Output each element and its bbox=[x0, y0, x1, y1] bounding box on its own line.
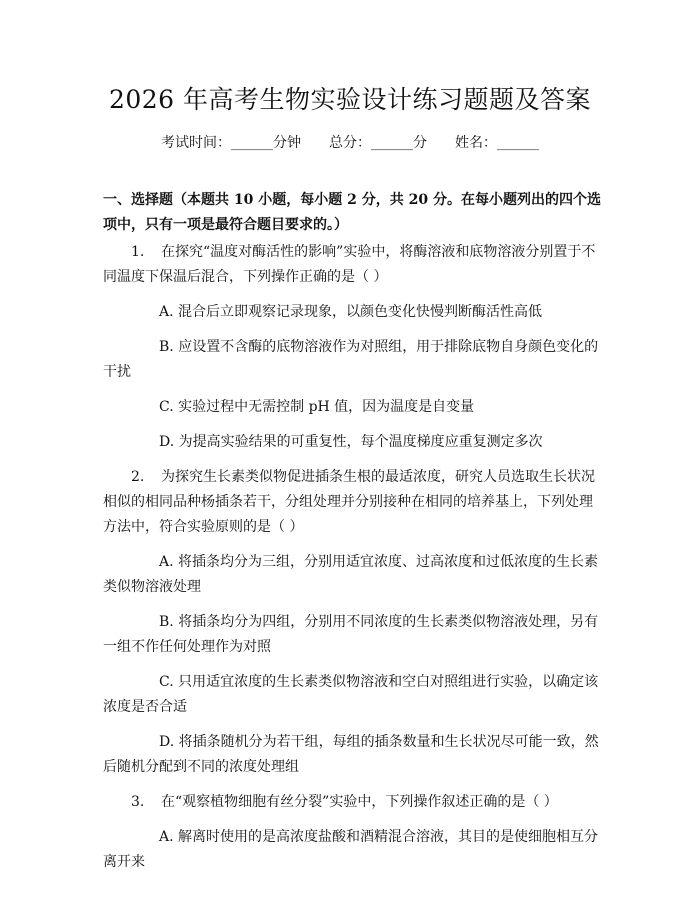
question-2-option-a: A. 将插条均分为三组，分别用适宜浓度、过高浓度和过低浓度的生长素类似物溶液处理 bbox=[103, 554, 599, 595]
question-2 bbox=[103, 465, 603, 540]
question-number: 1. bbox=[131, 244, 145, 260]
question-2-option-c: C. 只用适宜浓度的生长素类似物溶液和空白对照组进行实验，以确定该浓度是否合适 bbox=[103, 674, 599, 715]
question-3-option-a: A. 解离时使用的是高浓度盐酸和酒精混合溶液，其目的是使细胞相互分离开来 bbox=[103, 829, 599, 870]
exam-time-field: 考试时间：______分钟 bbox=[161, 135, 301, 151]
question-1 bbox=[103, 240, 603, 290]
total-score-field: 总分：______分 bbox=[329, 135, 427, 151]
question-stem: 为探究生长素类似物促进插条生根的最适浓度，研究人员选取生长状况相似的相同品种杨插条若干，分组处理并分别接种在相同的培养基上，下列处理方法中，符合实验原则的是（ ） bbox=[103, 469, 595, 535]
question-2-option-d: D. 将插条随机分为若干组，每组的插条数量和生长状况尽可能一致，然后随机分配到不同的浓度处理组 bbox=[103, 734, 599, 775]
question-list bbox=[103, 240, 603, 885]
question-1-option-a: A. 混合后立即观察记录现象，以颜色变化快慢判断酶活性高低 bbox=[159, 304, 543, 320]
document-title: 2026 年高考生物实验设计练习题题及答案 bbox=[108, 85, 592, 114]
question-2-option-b: B. 将插条均分为四组，分别用不同浓度的生长素类似物溶液处理，另有一组不作任何处理作为对照 bbox=[103, 614, 599, 655]
question-3 bbox=[103, 790, 603, 815]
question-number: 2. bbox=[131, 469, 145, 485]
question-1-option-d: D. 为提高实验结果的可重复性，每个温度梯度应重复测定多次 bbox=[159, 434, 543, 450]
question-number: 3. bbox=[131, 794, 145, 810]
question-1-option-c: C. 实验过程中无需控制 pH 值，因为温度是自变量 bbox=[159, 399, 475, 415]
exam-meta bbox=[0, 132, 700, 152]
section-heading: 一、选择题（本题共 10 小题，每小题 2 分，共 20 分。在每小题列出的四个选项中，只有一项是最符合题目要求的。） bbox=[103, 192, 601, 233]
question-stem: 在探究“温度对酶活性的影响”实验中，将酶溶液和底物溶液分别置于不同温度下保温后混合，下列操作正确的是（ ） bbox=[103, 244, 596, 285]
question-stem: 在“观察植物细胞有丝分裂”实验中，下列操作叙述正确的是（ ） bbox=[161, 794, 558, 810]
student-name-field: 姓名：______ bbox=[455, 135, 539, 151]
question-1-option-b: B. 应设置不含酶的底物溶液作为对照组，用于排除底物自身颜色变化的干扰 bbox=[103, 339, 599, 380]
